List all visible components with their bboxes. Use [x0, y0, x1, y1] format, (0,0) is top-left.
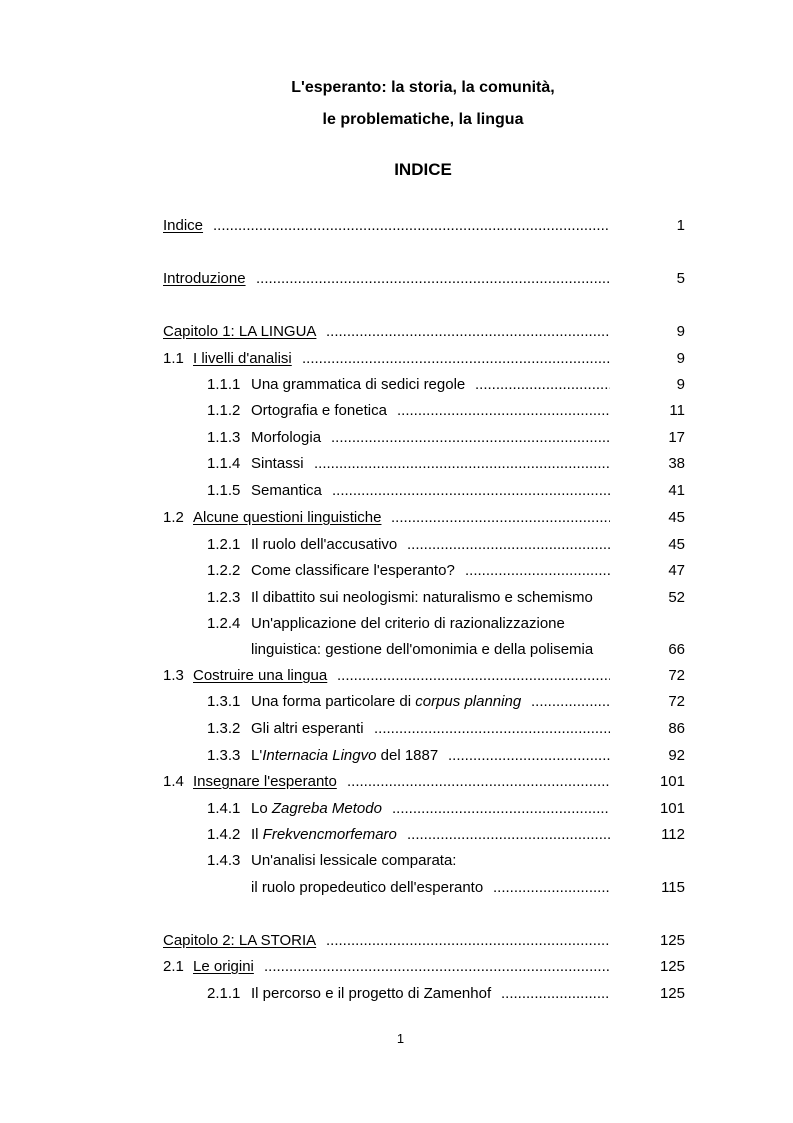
- toc-leader-dots: [493, 878, 610, 898]
- toc-entry-title-part: del 1887: [376, 747, 439, 764]
- toc-entry[interactable]: [0, 508, 793, 528]
- toc-entry-title-part: Come classificare l'esperanto?: [251, 562, 455, 579]
- toc-entry-page: 9: [676, 350, 685, 367]
- toc-entry-number: 1.1.1: [207, 376, 241, 393]
- toc-entry-title: [251, 375, 465, 395]
- toc-entry-title-part: corpus planning: [415, 693, 522, 710]
- toc-entry-page: 125: [659, 985, 685, 1002]
- toc-entry-page: 115: [661, 879, 685, 896]
- toc-leader-dots: [374, 719, 610, 739]
- toc-entry-title-part: Un'analisi lessicale comparata:: [251, 852, 457, 869]
- toc-entry[interactable]: [0, 481, 793, 501]
- toc-entry-title-part: Il percorso e il progetto di Zamenhof: [251, 985, 492, 1002]
- toc-entry-number: 1.1.3: [207, 429, 241, 446]
- toc-entry-title: [193, 508, 381, 528]
- toc-entry[interactable]: [0, 588, 793, 608]
- document-title-line-1: L'esperanto: la storia, la comunità,: [291, 79, 555, 96]
- toc-entry-page: 45: [668, 536, 685, 553]
- toc-entry-title: [251, 692, 521, 712]
- toc-entry-page: 125: [659, 932, 685, 949]
- toc-leader-dots: [465, 561, 610, 581]
- toc-entry-number: 1.1.4: [207, 455, 241, 472]
- toc-entry-title-part: Insegnare l'esperanto: [193, 773, 337, 790]
- toc-entry-title-part: Zagreba Metodo: [271, 800, 382, 817]
- toc-entry[interactable]: [0, 269, 793, 289]
- toc-leader-dots: [213, 216, 610, 236]
- toc-entry-title: [251, 561, 455, 581]
- toc-entry-number: 1.3.3: [207, 747, 241, 764]
- toc-entry[interactable]: [0, 772, 793, 792]
- toc-entry[interactable]: [0, 561, 793, 581]
- toc-entry-number: 2.1: [163, 958, 184, 975]
- toc-entry-title: [251, 454, 304, 474]
- toc-entry-page: 112: [661, 826, 685, 843]
- toc-entry-page: 41: [668, 482, 685, 499]
- toc-entry-number: 1.3: [163, 667, 184, 684]
- toc-entry[interactable]: [0, 692, 793, 712]
- document-title-line-2: le problematiche, la lingua: [322, 111, 524, 128]
- toc-entry-page: 9: [676, 323, 685, 340]
- toc-leader-dots: [501, 984, 610, 1004]
- toc-leader-dots: [332, 481, 610, 501]
- toc-entry-number: 1.3.2: [207, 720, 241, 737]
- toc-leader-dots: [475, 375, 610, 395]
- toc-entry-page: 1: [676, 217, 685, 234]
- toc-entry[interactable]: [0, 719, 793, 739]
- toc-entry-title: [251, 878, 483, 898]
- toc-entry-title-part: Una forma particolare di: [251, 693, 416, 710]
- toc-entry[interactable]: [0, 957, 793, 977]
- toc-entry-page: 38: [668, 455, 685, 472]
- toc-entry-title-part: Un'applicazione del criterio di razionalizzazione: [251, 615, 565, 632]
- toc-entry-title-part: Il: [251, 826, 263, 843]
- toc-leader-dots: [448, 746, 610, 766]
- toc-leader-dots: [326, 322, 610, 342]
- toc-entry-number: 1.1.5: [207, 482, 241, 499]
- toc-entry-title-part: Frekvencmorfemaro: [262, 826, 397, 843]
- toc-entry[interactable]: [0, 216, 793, 236]
- toc-entry-page: 52: [668, 589, 685, 606]
- toc-entry-title: [193, 957, 254, 977]
- toc-leader-dots: [391, 508, 610, 528]
- toc-entry-title-part: Capitolo 2: LA STORIA: [163, 932, 317, 949]
- toc-entry-title: [251, 640, 593, 660]
- toc-entry-number: 1.2.4: [207, 615, 241, 632]
- toc-entry[interactable]: [0, 666, 793, 686]
- toc-entry-page: 125: [659, 958, 685, 975]
- toc-leader-dots: [392, 799, 610, 819]
- toc-entry[interactable]: [0, 614, 793, 634]
- toc-entry[interactable]: [0, 401, 793, 421]
- toc-entry-number: 1.2.1: [207, 536, 241, 553]
- toc-entry-page: 92: [668, 747, 685, 764]
- toc-entry-title-part: Gli altri esperanti: [251, 720, 364, 737]
- toc-entry-title-part: Internacia Lingvo: [262, 747, 377, 764]
- toc-entry-number: 1.2.2: [207, 562, 241, 579]
- toc-entry-page: 101: [659, 773, 685, 790]
- toc-entry-title: [193, 349, 292, 369]
- toc-entry-number: 1.4: [163, 773, 184, 790]
- toc-entry-page: 11: [669, 402, 685, 419]
- toc-entry-title: [251, 428, 321, 448]
- toc-entry-title: [163, 216, 203, 236]
- toc-leader-dots: [337, 666, 610, 686]
- toc-entry-page: 47: [668, 562, 685, 579]
- toc-entry-title-part: il ruolo propedeutico dell'esperanto: [251, 879, 484, 896]
- toc-entry-number: 1.4.2: [207, 826, 241, 843]
- toc-entry-page: 72: [668, 693, 685, 710]
- toc-entry[interactable]: [0, 375, 793, 395]
- toc-entry-title: [251, 984, 491, 1004]
- toc-entry-title-part: Introduzione: [163, 270, 246, 287]
- toc-entry-number: 2.1.1: [207, 985, 241, 1002]
- toc-entry[interactable]: [0, 984, 793, 1004]
- toc-leader-dots: [314, 454, 610, 474]
- toc-entry-title: [251, 746, 438, 766]
- toc-entry-page: 45: [668, 509, 685, 526]
- toc-entry[interactable]: [0, 825, 793, 845]
- toc-entry-number: 1.2.3: [207, 589, 241, 606]
- toc-entry[interactable]: [0, 454, 793, 474]
- toc-entry-title: [163, 931, 316, 951]
- page-number: 1: [396, 1031, 405, 1046]
- toc-entry-title: [163, 269, 246, 289]
- toc-leader-dots: [302, 349, 610, 369]
- toc-entry-title: [163, 322, 316, 342]
- toc-entry-page: 9: [676, 376, 685, 393]
- toc-entry-title-part: Una grammatica di sedici regole: [251, 376, 466, 393]
- toc-entry[interactable]: [0, 878, 793, 898]
- toc-entry-title: [251, 535, 397, 555]
- toc-leader-dots: [264, 957, 610, 977]
- toc-entry-number: 1.4.3: [207, 852, 241, 869]
- toc-entry-page: 86: [668, 720, 685, 737]
- toc-entry-title-part: Lo: [251, 800, 272, 817]
- toc-leader-dots: [531, 692, 610, 712]
- toc-entry-page: 5: [676, 270, 685, 287]
- toc-entry-title: [251, 799, 382, 819]
- toc-entry-number: 1.2: [163, 509, 184, 526]
- toc-leader-dots: [397, 401, 610, 421]
- toc-entry-title: [251, 719, 364, 739]
- toc-leader-dots: [256, 269, 610, 289]
- toc-entry[interactable]: [0, 535, 793, 555]
- toc-entry-title: [251, 851, 456, 871]
- toc-entry-title-part: Il dibattito sui neologismi: naturalismo e schemismo: [251, 589, 593, 606]
- index-heading: INDICE: [394, 160, 452, 179]
- toc-entry-title: [193, 666, 327, 686]
- toc-entry-title-part: Costruire una lingua: [193, 667, 328, 684]
- toc-entry-number: 1.4.1: [207, 800, 241, 817]
- toc-entry-title-part: Indice: [163, 217, 204, 234]
- toc-entry[interactable]: [0, 349, 793, 369]
- toc-entry-title-part: Il ruolo dell'accusativo: [251, 536, 398, 553]
- toc-leader-dots: [331, 428, 610, 448]
- toc-leader-dots: [347, 772, 610, 792]
- toc-leader-dots: [326, 931, 610, 951]
- toc-entry-title-part: Ortografia e fonetica: [251, 402, 387, 419]
- toc-entry-title: [251, 481, 322, 501]
- toc-entry-title-part: Semantica: [251, 482, 322, 499]
- toc-entry[interactable]: [0, 322, 793, 342]
- toc-entry-title-part: Le origini: [193, 958, 254, 975]
- toc-entry-page: 66: [668, 641, 685, 658]
- toc-entry[interactable]: [0, 746, 793, 766]
- toc-entry-title-part: L': [251, 747, 263, 764]
- toc-entry-title-part: linguistica: gestione dell'omonimia e della polisemia: [251, 641, 594, 658]
- toc-entry-title: [251, 614, 565, 634]
- toc-leader-dots: [407, 535, 610, 555]
- toc-entry-page: 101: [659, 800, 685, 817]
- toc-entry-title-part: Morfologia: [251, 429, 322, 446]
- toc-entry[interactable]: [0, 428, 793, 448]
- toc-entry-number: 1.3.1: [207, 693, 241, 710]
- toc-entry-page: 17: [668, 429, 685, 446]
- toc-leader-dots: [407, 825, 610, 845]
- toc-entry[interactable]: [0, 799, 793, 819]
- toc-entry-title: [251, 401, 387, 421]
- toc-entry-title: [251, 825, 397, 845]
- toc-entry[interactable]: [0, 851, 793, 871]
- toc-entry-title-part: Sintassi: [251, 455, 304, 472]
- toc-entry-title-part: I livelli d'analisi: [193, 350, 292, 367]
- toc-entry-title: [193, 772, 337, 792]
- toc-entry-number: 1.1: [163, 350, 184, 367]
- toc-entry-page: 72: [668, 667, 685, 684]
- toc-entry-number: 1.1.2: [207, 402, 241, 419]
- toc-entry-title-part: Alcune questioni linguistiche: [193, 509, 382, 526]
- toc-entry-title: [251, 588, 593, 608]
- toc-entry[interactable]: [0, 931, 793, 951]
- toc-entry[interactable]: [0, 640, 793, 660]
- toc-entry-title-part: Capitolo 1: LA LINGUA: [163, 323, 317, 340]
